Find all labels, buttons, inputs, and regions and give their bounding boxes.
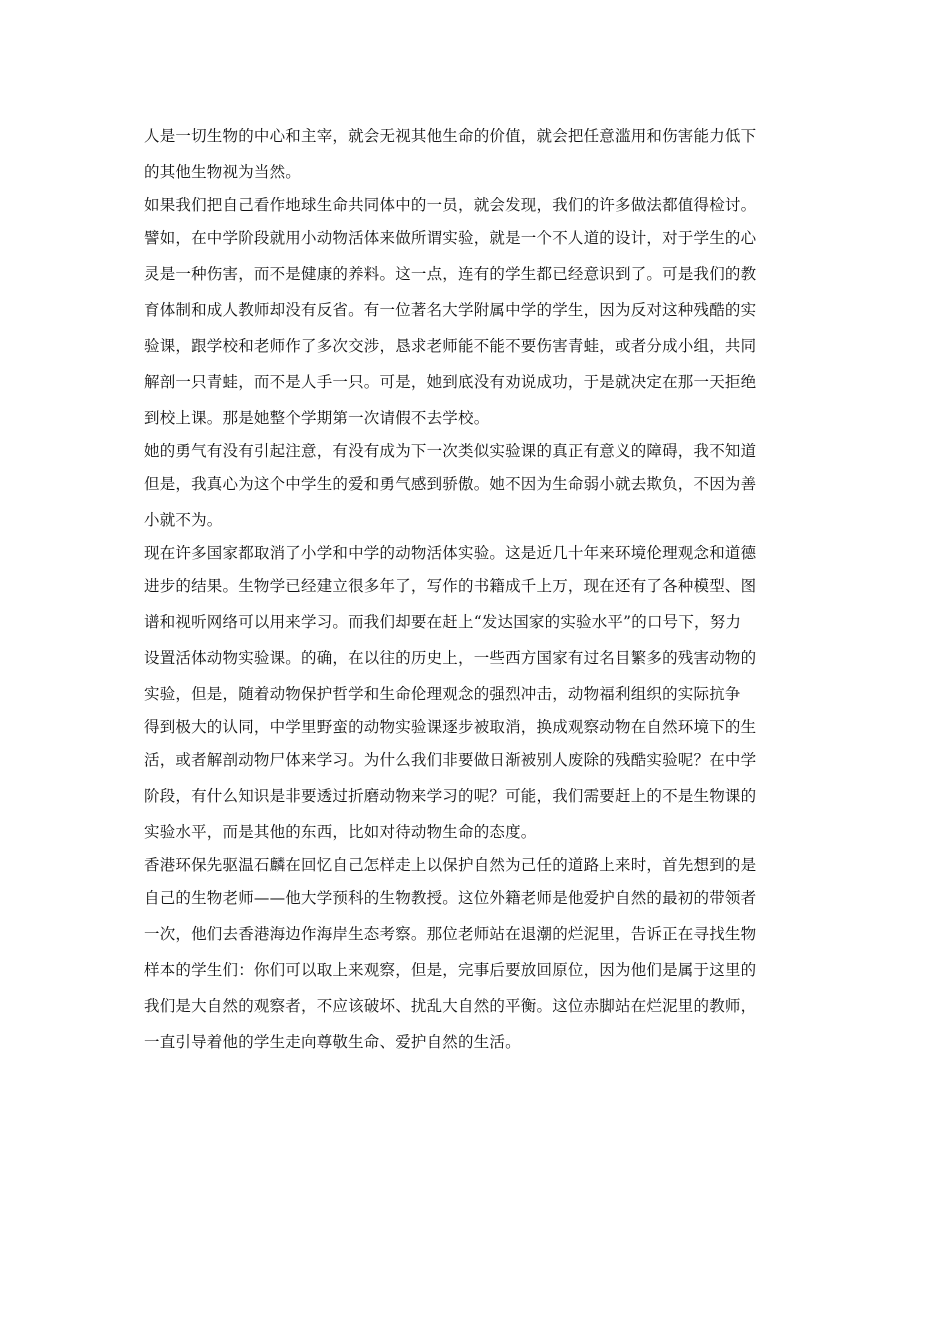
text-line: 但是，我真心为这个中学生的爱和勇气感到骄傲。她不因为生命弱小就去欺负，不因为善: [144, 475, 757, 493]
text-line: 她的勇气有没有引起注意，有没有成为下一次类似实验课的真正有意义的障碍，我不知道: [144, 442, 757, 460]
text-line: 实验水平，而是其他的东西，比如对待动物生命的态度。: [144, 823, 537, 841]
text-line: 一直引导着他的学生走向尊敬生命、爱护自然的生活。: [144, 1033, 521, 1051]
text-line: 的其他生物视为当然。: [144, 163, 302, 181]
text-line: 验课，跟学校和老师作了多次交涉，恳求老师能不能不要伤害青蛙，或者分成小组，共同: [144, 337, 757, 355]
text-line: 小就不为。: [144, 511, 223, 529]
text-line: 育体制和成人教师却没有反省。有一位著名大学附属中学的学生，因为反对这种残酷的实: [144, 301, 757, 319]
text-line: 设置活体动物实验课。的确，在以往的历史上，一些西方国家有过名目繁多的残害动物的: [144, 649, 757, 667]
text-line: 人是一切生物的中心和主宰，就会无视其他生命的价值，就会把任意滥用和伤害能力低下: [144, 127, 757, 145]
text-line: 进步的结果。生物学已经建立很多年了，写作的书籍成千上万，现在还有了各种模型、图: [144, 577, 757, 595]
text-line: 到校上课。那是她整个学期第一次请假不去学校。: [144, 409, 490, 427]
text-line: 得到极大的认同，中学里野蛮的动物实验课逐步被取消，换成观察动物在自然环境下的生: [144, 718, 757, 736]
body-text: [144, 118, 814, 1060]
text-line: 谱和视听网络可以用来学习。而我们却要在赶上“发达国家的实验水平”的口号下，努力: [144, 613, 742, 631]
text-line: 自己的生物老师——他大学预科的生物教授。这位外籍老师是他爱护自然的最初的带领者: [144, 889, 757, 907]
text-line: 阶段，有什么知识是非要透过折磨动物来学习的呢？可能，我们需要赶上的不是生物课的: [144, 787, 757, 805]
text-line: 譬如，在中学阶段就用小动物活体来做所谓实验，就是一个不人道的设计，对于学生的心: [144, 229, 757, 247]
text-line: 香港环保先驱温石麟在回忆自己怎样走上以保护自然为己任的道路上来时，首先想到的是: [144, 856, 757, 874]
text-line: 一次，他们去香港海边作海岸生态考察。那位老师站在退潮的烂泥里，告诉正在寻找生物: [144, 925, 757, 943]
text-line: 样本的学生们：你们可以取上来观察，但是，完事后要放回原位，因为他们是属于这里的: [144, 961, 757, 979]
text-line: 如果我们把自己看作地球生命共同体中的一员，就会发现，我们的许多做法都值得检讨。: [144, 196, 757, 214]
text-line: 灵是一种伤害，而不是健康的养料。这一点，连有的学生都已经意识到了。可是我们的教: [144, 265, 757, 283]
text-line: 现在许多国家都取消了小学和中学的动物活体实验。这是近几十年来环境伦理观念和道德: [144, 544, 757, 562]
text-line: 活，或者解剖动物尸体来学习。为什么我们非要做日渐被别人废除的残酷实验呢？在中学: [144, 751, 757, 769]
text-line: 我们是大自然的观察者，不应该破坏、扰乱大自然的平衡。这位赤脚站在烂泥里的教师，: [144, 997, 757, 1015]
text-line: 解剖一只青蛙，而不是人手一只。可是，她到底没有劝说成功，于是就决定在那一天拒绝: [144, 373, 757, 391]
text-line: 实验，但是，随着动物保护哲学和生命伦理观念的强烈冲击，动物福利组织的实际抗争: [144, 685, 741, 703]
